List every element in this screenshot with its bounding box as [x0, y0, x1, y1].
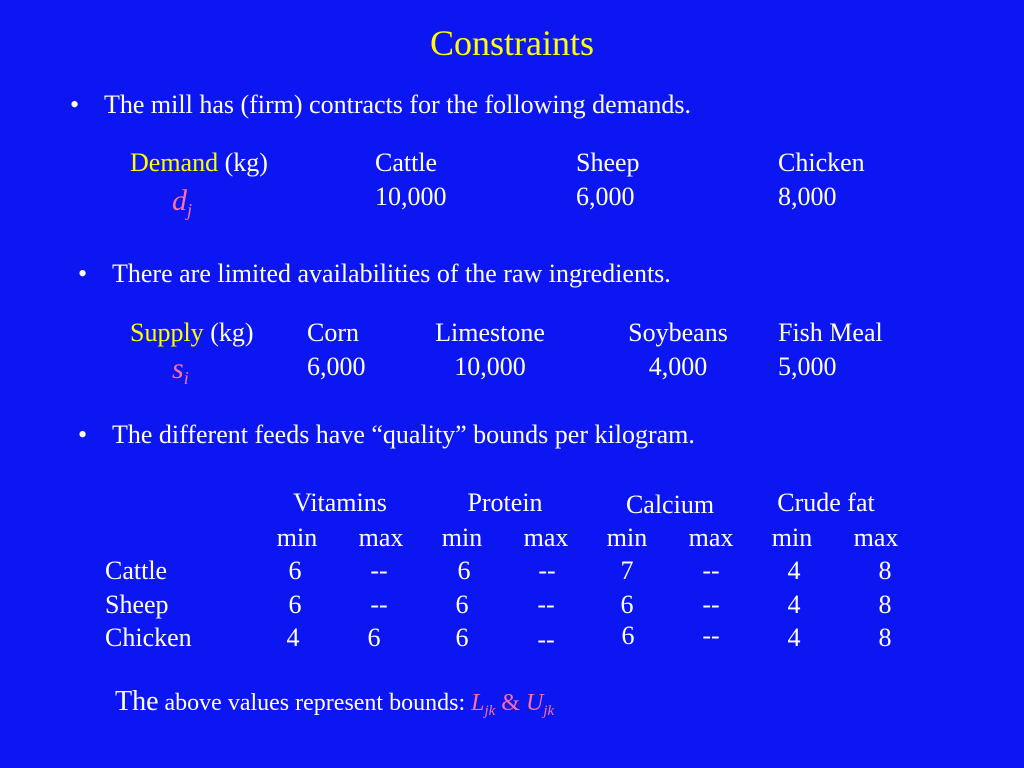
supply-col-soybeans [606, 316, 750, 384]
quality-cell: 6 [455, 590, 469, 619]
quality-cell: -- [370, 556, 388, 585]
quality-row-label-sheep: Sheep [105, 590, 169, 619]
quality-cell: 4 [787, 590, 801, 619]
bullet-availabilities-text: There are limited availabilities of the raw ingredients. [112, 259, 671, 288]
demand-col-cattle [375, 146, 447, 214]
quality-group-calcium: Calcium [625, 490, 715, 519]
upper-bound-base: U [525, 690, 544, 716]
quality-group-crude-fat: Crude fat [777, 488, 875, 517]
supply-unit: (kg) [210, 318, 254, 347]
bullet-dot: • [78, 420, 88, 449]
quality-cell: 6 [288, 590, 302, 619]
quality-cell: -- [702, 621, 720, 650]
quality-min-header: min [276, 523, 318, 552]
demand-col-value: 10,000 [375, 182, 447, 211]
slide-title: Constraints [429, 23, 594, 63]
quality-row-label-cattle: Cattle [105, 556, 168, 585]
quality-cell: -- [702, 556, 720, 585]
demand-col-name: Cattle [375, 148, 438, 177]
quality-cell: 6 [620, 590, 634, 619]
supply-col-name: Soybeans [628, 318, 728, 347]
supply-label-text: Supply [130, 318, 204, 347]
lower-bound-sub: jk [484, 703, 496, 719]
quality-cell: 6 [367, 623, 381, 652]
demand-col-value: 8,000 [778, 182, 837, 211]
quality-max-header: max [688, 523, 734, 552]
demand-symbol-sub: j [187, 200, 193, 220]
bounds-note-lead: The [115, 686, 159, 717]
supply-col-name: Fish Meal [778, 318, 883, 347]
bounds-ampersand: & [501, 690, 520, 716]
quality-cell: 8 [878, 623, 892, 652]
demand-col-name: Sheep [576, 148, 640, 177]
quality-cell: 6 [457, 556, 471, 585]
supply-col-fish-meal [778, 316, 883, 384]
bullet-demands [70, 90, 691, 120]
supply-col-name: Corn [307, 318, 359, 347]
quality-cell: 4 [286, 623, 300, 652]
bullet-demands-text: The mill has (firm) contracts for the following demands. [104, 90, 692, 119]
demand-label-text: Demand [130, 148, 219, 177]
supply-col-value: 6,000 [307, 352, 366, 381]
quality-cell: 4 [787, 623, 801, 652]
quality-cell: -- [370, 590, 388, 619]
quality-min-header: min [441, 523, 483, 552]
demand-col-value: 6,000 [576, 182, 635, 211]
bullet-availabilities [78, 259, 671, 289]
quality-cell: 6 [621, 621, 635, 650]
demand-col-name: Chicken [778, 148, 865, 177]
quality-cell: -- [537, 625, 555, 654]
quality-cell: -- [702, 590, 720, 619]
quality-cell: 6 [455, 623, 469, 652]
quality-group-vitamins: Vitamins [293, 488, 387, 517]
bounds-note [115, 686, 554, 720]
quality-cell: 8 [878, 556, 892, 585]
demand-label [130, 146, 268, 180]
quality-max-header: max [358, 523, 404, 552]
lower-bound-symbol [471, 690, 496, 719]
upper-bound-symbol [525, 690, 555, 719]
supply-col-value: 4,000 [648, 352, 708, 381]
demand-unit: (kg) [224, 148, 268, 177]
supply-symbol-base: s [172, 352, 184, 385]
supply-col-value: 10,000 [454, 352, 526, 381]
quality-max-header: max [853, 523, 899, 552]
quality-cell: 4 [787, 556, 801, 585]
supply-col-limestone [415, 316, 565, 384]
supply-col-name: Limestone [435, 318, 545, 347]
quality-max-header: max [523, 523, 569, 552]
bullet-quality [78, 420, 695, 450]
upper-bound-sub: jk [543, 703, 555, 719]
demand-symbol-base: d [172, 184, 187, 217]
quality-cell: -- [537, 590, 555, 619]
quality-min-header: min [771, 523, 813, 552]
supply-symbol [172, 352, 189, 389]
supply-col-corn [307, 316, 366, 384]
quality-cell: 8 [878, 590, 892, 619]
bullet-quality-text: The different feeds have “quality” bounds per kilogram. [112, 420, 695, 449]
bullet-dot: • [70, 90, 80, 119]
lower-bound-base: L [471, 690, 485, 716]
demand-symbol [172, 184, 192, 221]
bullet-dot: • [78, 259, 88, 288]
quality-group-protein: Protein [467, 488, 543, 517]
quality-min-header: min [606, 523, 648, 552]
quality-cell: -- [538, 556, 556, 585]
quality-cell: 6 [288, 556, 302, 585]
quality-row-label-chicken: Chicken [105, 623, 192, 652]
supply-symbol-sub: i [183, 368, 189, 388]
demand-col-sheep [576, 146, 640, 214]
bounds-note-text: above values represent bounds: [164, 690, 466, 716]
quality-cell: 7 [620, 556, 634, 585]
supply-col-value: 5,000 [778, 352, 837, 381]
demand-col-chicken [778, 146, 865, 214]
supply-label [130, 316, 254, 350]
